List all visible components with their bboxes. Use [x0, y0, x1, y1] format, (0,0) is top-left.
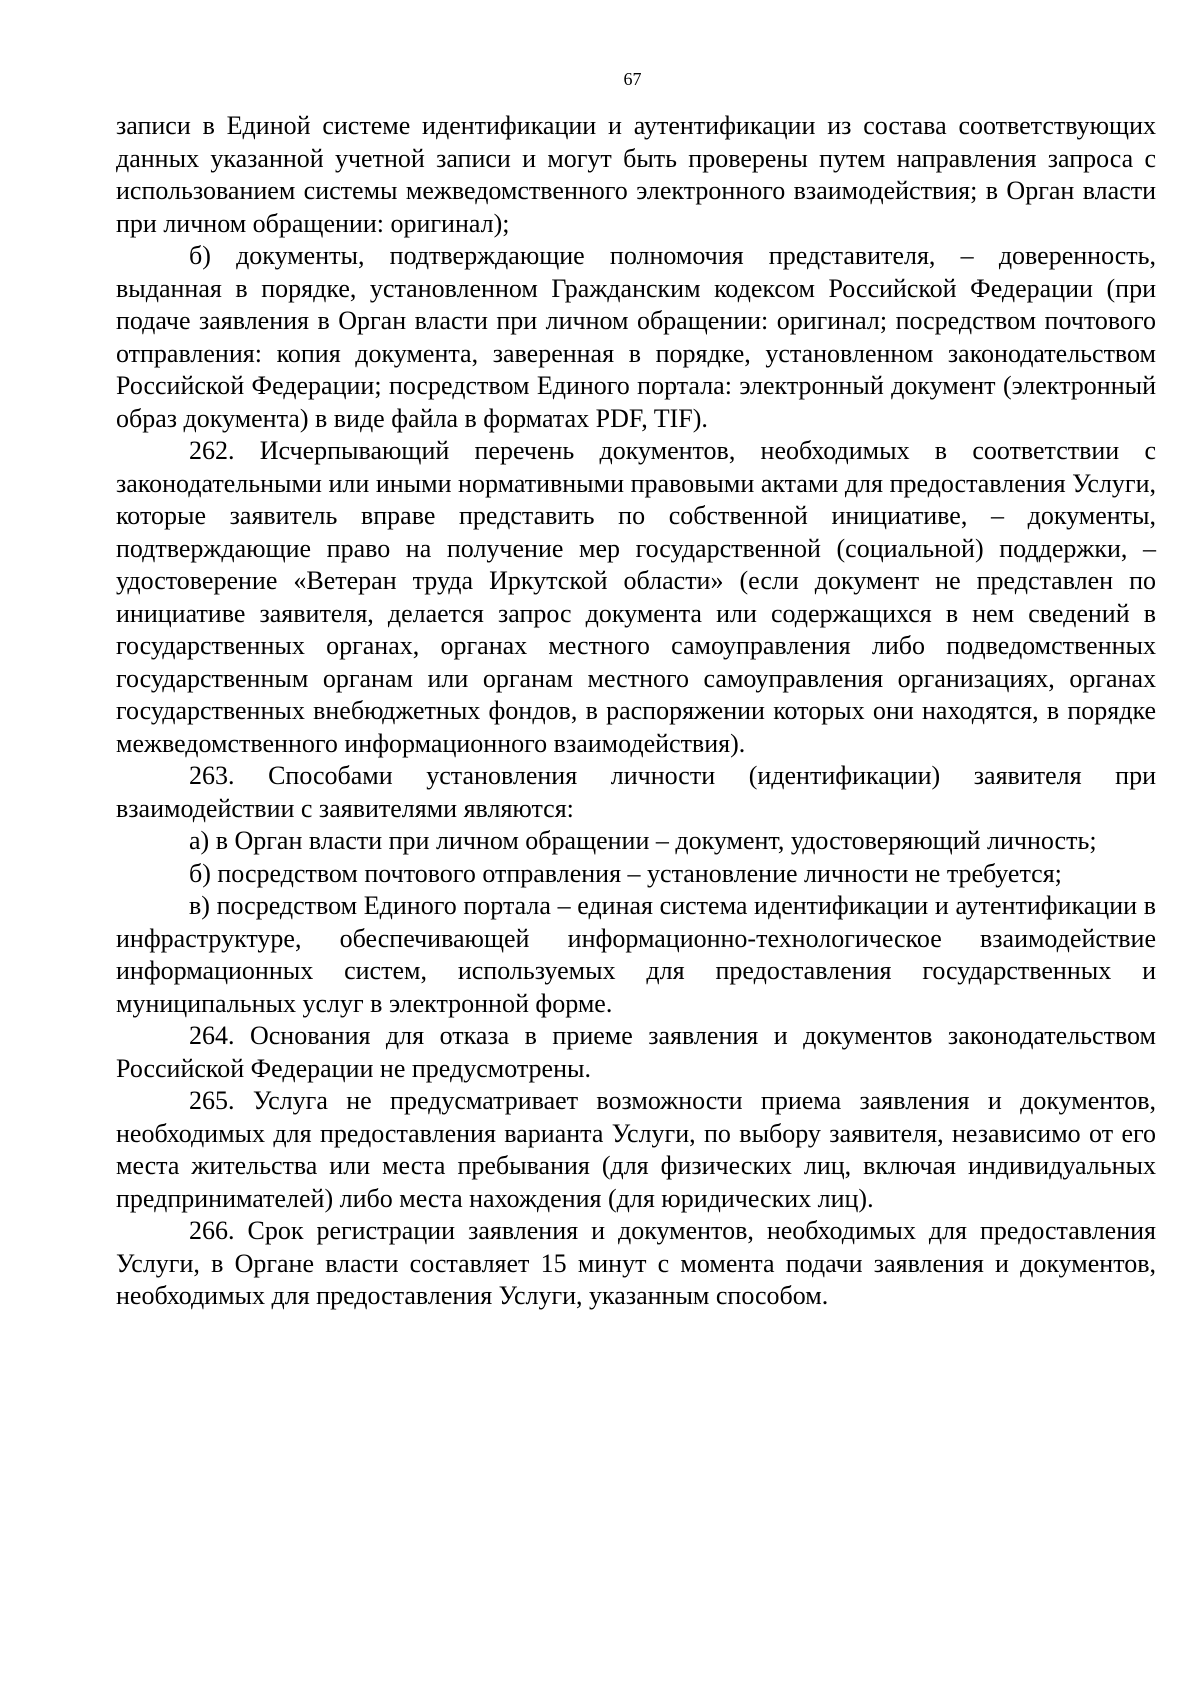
- paragraph-continuation: записи в Единой системе идентификации и аутентификации из состава соответствующих данных указанной учетной записи и могут быть проверены путем направления запроса с использованием системы межведомственного электронного взаимодействия; в Орган власти при личном обращении: оригинал);: [116, 111, 1156, 238]
- document-body: [116, 110, 1156, 1313]
- paragraph-clause-262: 262. Исчерпывающий перечень документов, необходимых в соответствии с законодательными или иными нормативными правовыми актами для предоставления Услуги, которые заявитель вправе представить по собственной инициативе, – документы, подтверждающие право на получение мер государственной (социальной) поддержки, – удостоверение «Ветеран труда Иркутской области» (если документ не представлен по инициативе заявителя, делается запрос документа или содержащихся в нем сведений в государственных органах, органах местного самоуправления либо подведомственных государственным органам или органам местного самоуправления организациях, органах государственных внебюджетных фондов, в распоряжении которых они находятся, в порядке межведомственного информационного взаимодействия).: [116, 436, 1156, 758]
- paragraph-clause-263-a: а) в Орган власти при личном обращении – документ, удостоверяющий личность;: [189, 826, 1097, 855]
- paragraph-clause-263-b: б) посредством почтового отправления – установление личности не требуется;: [189, 858, 1062, 888]
- paragraph-clause-264: 264. Основания для отказа в приеме заявления и документов законодательством Российской Федерации не предусмотрены.: [116, 1021, 1156, 1083]
- paragraph-clause-263: 263. Способами установления личности (идентификации) заявителя при взаимодействии с заявителями являются:: [116, 761, 1156, 823]
- paragraph-clause-263-v: в) посредством Единого портала – единая система идентификации и аутентификации в инфраструктуре, обеспечивающей информационно-технологическое взаимодействие информационных систем, используемых для предоставления государственных и муниципальных услуг в электронной форме.: [116, 891, 1156, 1018]
- paragraph-clause-266: 266. Срок регистрации заявления и документов, необходимых для предоставления Услуги, в Органе власти составляет 15 минут с момента подачи заявления и документов, необходимых для предоставления Услуги, указанным способом.: [116, 1216, 1156, 1310]
- paragraph-clause-265: 265. Услуга не предусматривает возможности приема заявления и документов, необходимых для предоставления варианта Услуги, по выбору заявителя, независимо от его места жительства или места пребывания (для физических лиц, включая индивидуальных предпринимателей) либо места нахождения (для юридических лиц).: [116, 1086, 1156, 1213]
- paragraph-item-b-authority-documents: б) документы, подтверждающие полномочия представителя, – доверенность, выданная в порядке, установленном Гражданским кодексом Российской Федерации (при подаче заявления в Орган власти при личном обращении: оригинал; посредством почтового отправления: копия документа, заверенная в порядке, установленном законодательством Российской Федерации; посредством Единого портала: электронный документ (электронный образ документа) в виде файла в форматах PDF, TIF).: [116, 241, 1156, 433]
- page-number: 67: [623, 69, 642, 89]
